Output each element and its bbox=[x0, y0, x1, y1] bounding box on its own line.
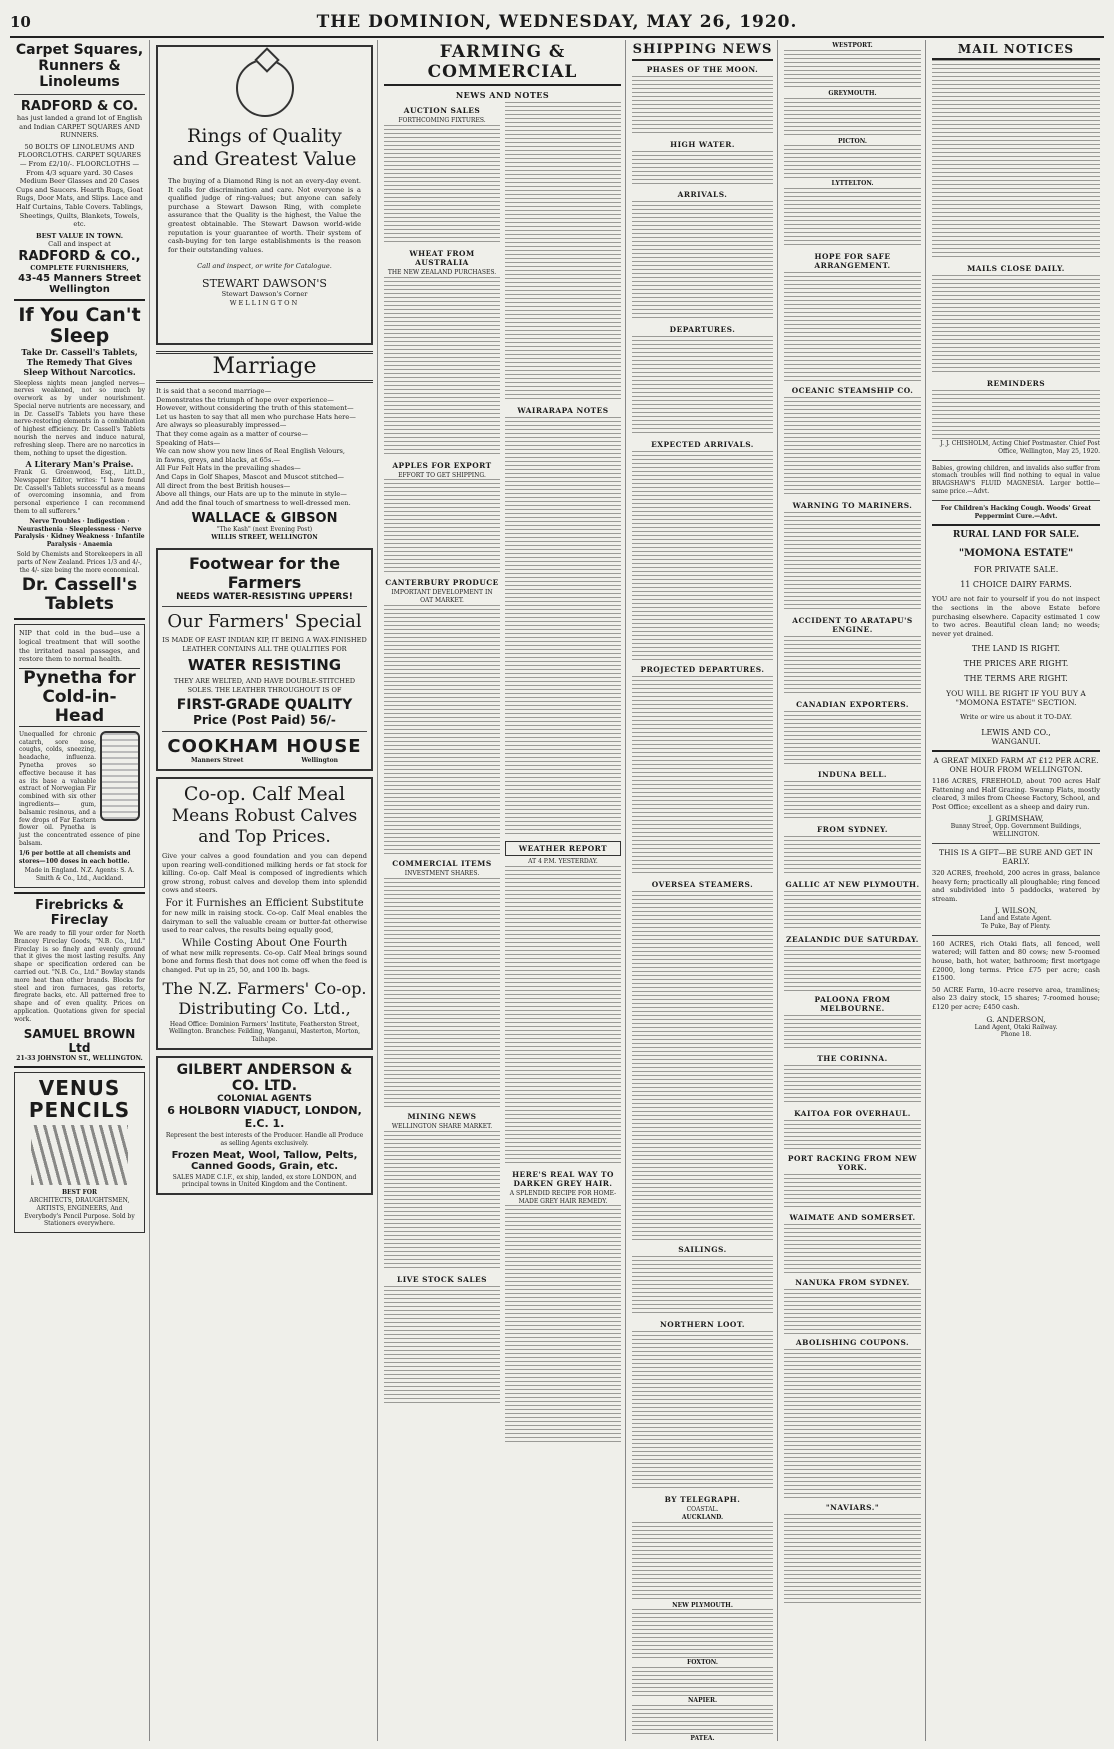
corinna-block bbox=[784, 1065, 921, 1105]
footwear-body-2: THEY ARE WELTED, AND HAVE DOUBLE-STITCHED SOLES. THE LEATHER THROUGHOUT IS OF bbox=[173, 677, 356, 694]
port-racking-head: PORT RACKING FROM NEW YORK. bbox=[787, 1154, 918, 1173]
marriage-line: Demonstrates the triumph of hope over experience— bbox=[156, 395, 334, 404]
ga-sub: COLONIAL AGENTS bbox=[217, 1094, 312, 1104]
sd-call: Call and inspect, or write for Catalogue. bbox=[197, 262, 332, 271]
corinna-head: THE CORINNA. bbox=[817, 1054, 888, 1064]
pynetha-price: 1/6 per bottle at all chemists and stores—100 doses in each bottle. bbox=[19, 849, 131, 865]
farming-headline: FARMING & COMMERCIAL bbox=[384, 42, 621, 86]
lewis-name: LEWIS AND CO., bbox=[981, 727, 1051, 737]
nanuka-block bbox=[784, 1289, 921, 1334]
sailings-head: SAILINGS. bbox=[678, 1245, 727, 1254]
marriage-line: All direct from the best British houses— bbox=[156, 481, 291, 490]
divider bbox=[14, 892, 145, 894]
coop-body-2: for new milk in raising stock. Co-op. Calf Meal enables the dairyman to sell the valuable cream or butter-fat otherwise used to rear calves, the results being equally good, bbox=[162, 909, 367, 935]
sd-corner: Stewart Dawson's Corner bbox=[221, 289, 308, 298]
picton-block bbox=[784, 145, 921, 180]
ga-sales: SALES MADE C.I.F., ex ship, landed, ex store LONDON, and principal towns in United Kingdom and the Continent. bbox=[172, 1173, 357, 1189]
column-shipping-cont bbox=[780, 40, 926, 1741]
marriage-line: And add the final touch of smartness to well-dressed men. bbox=[156, 498, 351, 507]
zealandic-block bbox=[784, 946, 921, 991]
foxton-block bbox=[632, 1667, 773, 1697]
market-text-block bbox=[505, 102, 621, 402]
aratapu-block bbox=[784, 636, 921, 696]
divider bbox=[14, 618, 145, 620]
divider bbox=[932, 750, 1100, 752]
zealandic-head: ZEALANDIC DUE SATURDAY. bbox=[786, 935, 919, 945]
coop-calf-meal-ad bbox=[156, 777, 373, 1050]
sd-name: STEWART DAWSON'S bbox=[202, 276, 327, 290]
divider bbox=[162, 731, 367, 732]
oceanic-block bbox=[784, 397, 921, 497]
wilson-address: Te Puke, Bay of Plenty. bbox=[981, 923, 1051, 931]
diamond-ring-icon bbox=[236, 59, 294, 117]
effort-head: EFFORT TO GET SHIPPING. bbox=[398, 471, 486, 479]
nz-purchases-head: THE NEW ZEALAND PURCHASES. bbox=[387, 268, 497, 276]
commercial-head: COMMERCIAL ITEMS bbox=[392, 858, 492, 868]
footwear-headline: Footwear for the Farmers bbox=[188, 553, 341, 592]
coop-headline-2: Means Robust Calves and Top Prices. bbox=[171, 806, 358, 848]
warning-head: WARNING TO MARINERS. bbox=[792, 501, 913, 511]
paloona-head: PALOONA FROM MELBOURNE. bbox=[814, 995, 891, 1014]
arrivals-block bbox=[632, 201, 773, 321]
cookham-address bbox=[162, 757, 367, 765]
waimate-head: WAIMATE AND SOMERSET. bbox=[789, 1213, 916, 1223]
firebricks-headline: Firebricks & Fireclay bbox=[35, 897, 124, 928]
firebricks-body: We are ready to fill your order for North Brancey Fireclay Goods, "N.B. Co., Ltd." Fireclay is so finely and evenly ground that it gives the most lasting results. Any shape or specification ordered can be carried out. "N.B. Co., Ltd." Bowlay stands more heat than other brands. Blocks for steel and iron furnaces, gas retorts, firegrate backs, etc. All patterned free to shape and of even quality. Prices on application. Quotations given for special work. bbox=[14, 929, 145, 1023]
sydney-block bbox=[784, 836, 921, 876]
venus-body: ARCHITECTS, DRAUGHTSMEN, ARTISTS, ENGINEERS, And Everybody's Pencil Purpose. Sold by Stationers everywhere. bbox=[24, 1197, 135, 1228]
coastal-head: COASTAL. bbox=[686, 1506, 719, 1513]
wheat-text-block bbox=[384, 277, 500, 457]
oat-market-head: IMPORTANT DEVELOPMENT IN OAT MARKET. bbox=[391, 589, 493, 605]
rural-body: YOU are not fair to yourself if you do not inspect the sections in the above Estate before purchasing elsewhere. Capacity estimated 1 cow to two acres. Beautiful clean land; no weeds; never yet drained. bbox=[932, 595, 1100, 638]
share-market-head: WELLINGTON SHARE MARKET. bbox=[391, 1122, 493, 1130]
auction-head: AUCTION SALES bbox=[403, 106, 481, 115]
mining-head: MINING NEWS bbox=[407, 1111, 477, 1121]
farming-two-col bbox=[384, 102, 621, 1445]
northern-loot-head: NORTHERN LOOT. bbox=[660, 1320, 745, 1329]
lyttelton-head: LYTTELTON. bbox=[831, 180, 874, 188]
sailings-block bbox=[632, 1256, 773, 1316]
sleep-headline: If You Can't Sleep bbox=[18, 303, 141, 347]
naviars-block bbox=[784, 1514, 921, 1604]
marriage-line: Above all things, our Hats are up to the minute in style— bbox=[156, 490, 347, 499]
mails-close-block bbox=[932, 275, 1100, 375]
pynetha-bottle-icon bbox=[100, 731, 140, 821]
marriage-line: Speaking of Hats— bbox=[156, 438, 221, 447]
lewis-town: WANGANUI. bbox=[991, 736, 1041, 746]
momona-estate: "MOMONA ESTATE" bbox=[958, 548, 1074, 560]
marriage-line: Let us hasten to say that all men who purchase Hats here— bbox=[156, 412, 356, 421]
weather-text-block bbox=[505, 866, 621, 1166]
page-number: 10 bbox=[10, 13, 31, 31]
sd-headline-2: and Greatest Value bbox=[172, 148, 357, 170]
projected-departures-block bbox=[632, 676, 773, 876]
sleep-ailments-list: Nerve Troubles · Indigestion · Neurasthenia · Sleeplessness · Nerve Paralysis · Kidney Weakness · Infantile Paralysis · Anaemia bbox=[14, 517, 145, 549]
pencils-illustration-icon bbox=[31, 1125, 128, 1185]
arrivals-head: ARRIVALS. bbox=[677, 190, 728, 199]
sydney-head: FROM SYDNEY. bbox=[817, 825, 888, 835]
auckland-head: AUCKLAND. bbox=[681, 1513, 724, 1521]
reminders-block bbox=[932, 390, 1100, 440]
marriage-line: It is said that a second marriage— bbox=[156, 387, 272, 395]
forthcoming-head: FORTHCOMING FIXTURES. bbox=[398, 117, 486, 124]
column-shipping bbox=[628, 40, 778, 1741]
marriage-headline: Marriage bbox=[156, 351, 373, 383]
lyttelton-block bbox=[784, 188, 921, 248]
abolishing-head: ABOLISHING COUPONS. bbox=[795, 1338, 910, 1348]
newspaper-title: THE DOMINION, WEDNESDAY, MAY 26, 1920. bbox=[316, 12, 798, 32]
weather-time: AT 4 P.M. YESTERDAY. bbox=[528, 858, 598, 865]
westport-head: WESTPORT. bbox=[832, 42, 873, 49]
cookham-city: Wellington bbox=[301, 757, 338, 765]
venus-ad bbox=[14, 1072, 145, 1233]
postmaster-signature: J. J. CHISHOLM, Acting Chief Postmaster. Chief Post Office, Wellington, May 25, 1920. bbox=[940, 440, 1100, 455]
ga-represent: Represent the best interests of the Producer. Handle all Produce as selling Agents exclusively. bbox=[165, 1132, 364, 1147]
divider bbox=[14, 299, 145, 301]
footwear-subhead: NEEDS WATER-RESISTING UPPERS! bbox=[176, 591, 353, 602]
marriage-line: in fawns, greys, and blacks, at 65s.— bbox=[156, 455, 281, 464]
farming-left bbox=[384, 102, 500, 1445]
canterbury-head: CANTERBURY PRODUCE bbox=[385, 578, 499, 588]
induna-head: INDUNA BELL. bbox=[818, 770, 887, 780]
picton-head: PICTON. bbox=[838, 137, 867, 145]
rural-land-head: RURAL LAND FOR SALE. bbox=[952, 530, 1080, 541]
coop-headline-1: Co-op. Calf Meal bbox=[183, 783, 346, 806]
grey-hair-text-block bbox=[505, 1205, 621, 1445]
kaitoa-block bbox=[784, 1120, 921, 1150]
oversea-steamers-block bbox=[632, 891, 773, 1241]
venus-best-for: BEST FOR bbox=[61, 1189, 97, 1197]
sleep-praise-body: Frank G. Greenwood, Esq., Litt.D., Newspaper Editor, writes: "I have found Dr. Cassell's Tablets successful as a means of overcoming insomnia, and from personal experience I can recommend them to all sufferers." bbox=[14, 469, 145, 516]
coop-body-3: of what new milk represents. Co-op. Calf Meal brings sound bone and forms flesh that does not come off when the feed is changed. Put up in 25, 50, and 100 lb. bags. bbox=[162, 948, 367, 975]
footwear-special: Our Farmers' Special bbox=[167, 610, 362, 632]
napier-block bbox=[632, 1705, 773, 1735]
weather-head: WEATHER REPORT bbox=[505, 841, 621, 856]
sleep-subhead: Take Dr. Cassell's Tablets, The Remedy That Gives Sleep Without Narcotics. bbox=[21, 346, 138, 377]
wilson-sub: Land and Estate Agent. bbox=[980, 915, 1052, 923]
coop-body-1: Give your calves a good foundation and you can depend upon rearing well-conditioned milking herds or fat stock for killing. Co-op. Calf Meal is composed of ingredients which grow strong, robust calves and develop them into splendid cows and steers. bbox=[162, 852, 367, 895]
column-ads-left bbox=[10, 40, 150, 1741]
marriage-line: And Caps in Golf Shapes, Mascot and Muscot stitched— bbox=[156, 472, 344, 481]
wallace-gibson-address: WILLIS STREET, WELLINGTON bbox=[211, 534, 318, 542]
new-plymouth-head: NEW PLYMOUTH. bbox=[672, 1601, 733, 1609]
abolishing-block bbox=[784, 1349, 921, 1499]
radford-best-value: BEST VALUE IN TOWN. bbox=[36, 231, 123, 240]
prices-right: THE PRICES ARE RIGHT. bbox=[963, 659, 1069, 669]
marriage-line: That they come again as a matter of course— bbox=[156, 429, 308, 438]
reminders-head: REMINDERS bbox=[986, 379, 1046, 388]
induna-block bbox=[784, 781, 921, 821]
divider bbox=[932, 843, 1100, 844]
wilson-name: J. WILSON, bbox=[994, 906, 1038, 916]
departures-block bbox=[632, 336, 773, 436]
marriage-line: We can now show you new lines of Real English Velours, bbox=[156, 447, 346, 456]
anderson-name: G. ANDERSON, bbox=[986, 1014, 1046, 1024]
nanuka-head: NANUKA FROM SYDNEY. bbox=[795, 1278, 910, 1288]
wairarapa-head: WAIRARAPA NOTES bbox=[517, 406, 609, 415]
sleep-praise-head: A Literary Man's Praise. bbox=[25, 459, 134, 470]
mails-close-head: MAILS CLOSE DAILY. bbox=[967, 264, 1065, 273]
livestock-head: LIVE STOCK SALES bbox=[397, 1274, 487, 1284]
moon-phases-block bbox=[632, 76, 773, 136]
commercial-text-block bbox=[384, 878, 500, 1108]
gilbert-anderson-ad bbox=[156, 1056, 373, 1195]
wallace-gibson-name: WALLACE & GIBSON bbox=[191, 511, 338, 527]
shipping-headline: SHIPPING NEWS bbox=[632, 42, 773, 61]
projected-departures-head: PROJECTED DEPARTURES. bbox=[640, 665, 765, 674]
divider bbox=[14, 94, 145, 95]
divider bbox=[932, 460, 1100, 461]
expected-arrivals-head: EXPECTED ARRIVALS. bbox=[651, 440, 754, 449]
gallic-head: GALLIC AT NEW PLYMOUTH. bbox=[785, 880, 920, 890]
oceanic-head: OCEANIC STEAMSHIP CO. bbox=[791, 386, 914, 396]
column-farming bbox=[380, 40, 626, 1741]
wheat-head: WHEAT FROM AUSTRALIA bbox=[409, 248, 475, 267]
radford-items: 50 BOLTS OF LINOLEUMS AND FLOORCLOTHS. CARPET SQUARES — From £2/10/-. FLOORCLOTHS — From 4/3 square yard. 30 Cases Medium Beer Glasses and 20 Cases Cups and Saucers. Hearth Rugs, Goat Rugs, Door Mats, and Slips. Lace and Half Curtains, Table Covers. Tablings, Sheetings, Quilts, Blankets, Towels, etc. bbox=[15, 142, 144, 229]
footwear-price: Price (Post Paid) 56/- bbox=[193, 713, 336, 728]
footwear-quality: FIRST-GRADE QUALITY bbox=[176, 697, 353, 714]
acres-320: 320 ACRES, freehold, 200 acres in grass, balance heavy fern; practically all ploughable; ring fenced and subdivided into 5 paddocks, watered by stream. bbox=[932, 868, 1100, 903]
greymouth-block bbox=[784, 98, 921, 138]
magnesia-notice: Babies, growing children, and invalids also suffer from stomach troubles will find nothing to equal in value BRAGSHAW'S FLUID MAGNESIA. Larger bottle—same price.—Advt. bbox=[932, 464, 1100, 495]
column-mail-land bbox=[928, 40, 1104, 1741]
mail-notices-block bbox=[932, 60, 1100, 260]
anderson-phone: Phone 18. bbox=[1000, 1031, 1032, 1039]
mixed-farm-head: A GREAT MIXED FARM AT £12 PER ACRE. bbox=[933, 755, 1099, 765]
auckland-block bbox=[632, 1522, 773, 1602]
buy-momona: YOU WILL BE RIGHT IF YOU BUY A "MOMONA ESTATE" SECTION. bbox=[946, 689, 1086, 708]
stewart-dawson-ad bbox=[156, 45, 373, 345]
pynetha-body: Unequalled for chronic catarrh, sore nose, coughs, colds, sneezing, headache, influenza. Pynetha proves so effective because it has as its base a valuable extract of Norwegian Fir combined with six other ingredients— gum, balsamic resinous, and a few drops of Far Eastern flower oil. Pynetha is just the concentrated essence of pine balsam. bbox=[19, 730, 140, 847]
high-water-head: HIGH WATER. bbox=[670, 140, 735, 149]
marriage-lines bbox=[156, 387, 373, 507]
ga-goods: Frozen Meat, Wool, Tallow, Pelts, Canned Goods, Grain, etc. bbox=[171, 1149, 358, 1172]
private-sale: FOR PRIVATE SALE. bbox=[973, 565, 1059, 575]
sd-headline-1: Rings of Quality bbox=[187, 125, 342, 147]
oversea-steamers-head: OVERSEA STEAMERS. bbox=[651, 880, 754, 889]
divider bbox=[14, 1066, 145, 1068]
nzf-headline: The N.Z. Farmers' Co-op. Distributing Co. Ltd., bbox=[162, 978, 367, 1018]
grey-hair-sub: A SPLENDID RECIPE FOR HOME-MADE GREY HAIR REMEDY. bbox=[509, 1189, 617, 1205]
auction-text-block bbox=[384, 125, 500, 245]
apples-head: APPLES FOR EXPORT bbox=[392, 460, 492, 470]
gallic-block bbox=[784, 891, 921, 931]
pynetha-maker: Made in England. N.Z. Agents: S. A. Smith & Co., Ltd., Auckland. bbox=[24, 867, 135, 883]
footwear-water: WATER RESISTING bbox=[187, 656, 342, 675]
masthead bbox=[10, 8, 1104, 38]
cassell-brand: Dr. Cassell's Tablets bbox=[21, 575, 138, 615]
moon-phases-head: PHASES OF THE MOON. bbox=[646, 65, 759, 74]
hope-block bbox=[784, 272, 921, 382]
anderson-sub: Land Agent, Otaki Railway. bbox=[974, 1023, 1058, 1031]
ga-name: GILBERT ANDERSON & CO. LTD. bbox=[176, 1062, 353, 1094]
sd-body: The buying of a Diamond Ring is not an every-day event. It calls for discrimination and care. Not everyone is a qualified judge of ring-values; but anyone can safely purchase a Stewart Dawson Ring, with complete assurance that the Quality is the highest, the Value the greatest obtainable. The Stewart Dawson world-wide reputation is your guarantee of worth. Their system of cash-buying for ten large establishments is the reason for their outstanding values. bbox=[168, 177, 361, 254]
coop-subhead-1: For it Furnishes an Efficient Substitute bbox=[165, 898, 364, 910]
acres-50: 50 ACRE Farm, 10-acre reserve area, tramlines; also 23 dairy stock, 15 shares; 7-roomed house; £120 per acre; £450 cash. bbox=[932, 985, 1100, 1012]
pynetha-intro: NIP that cold in the bud—use a logical treatment that will soothe the irritated nasal passages, and restore them to normal health. bbox=[19, 629, 140, 664]
marriage-line: However, without considering the truth of this statement— bbox=[156, 404, 354, 413]
samuel-brown-name: SAMUEL BROWN Ltd bbox=[23, 1026, 136, 1055]
expected-arrivals-block bbox=[632, 451, 773, 661]
departures-head: DEPARTURES. bbox=[669, 325, 736, 334]
acres-1186: 1186 ACRES, FREEHOLD, about 700 acres Half Fattening and Half Grazing. Swamp Flats, mostly cleared, 3 miles from Cheese Factory, School, and Post Office; excellent as a sheep and dairy run. bbox=[932, 776, 1100, 811]
divider bbox=[162, 606, 367, 607]
wallace-gibson-sub: "The Kash" (next Evening Post) bbox=[216, 526, 313, 534]
dairy-farms: 11 CHOICE DAIRY FARMS. bbox=[960, 580, 1072, 590]
marriage-line: All Fur Felt Hats in the prevailing shades— bbox=[156, 464, 301, 473]
grey-hair-head: HERE'S REAL WAY TO DARKEN GREY HAIR. bbox=[512, 1169, 614, 1188]
grimshaw-name: J. GRIMSHAW, bbox=[988, 814, 1044, 824]
terms-right: THE TERMS ARE RIGHT. bbox=[964, 674, 1068, 684]
marriage-line: Are always so pleasurably impressed— bbox=[156, 421, 287, 430]
gift-head: THIS IS A GIFT—BE SURE AND GET IN EARLY. bbox=[938, 847, 1094, 866]
new-plymouth-block bbox=[632, 1609, 773, 1659]
investment-head: INVESTMENT SHARES. bbox=[404, 869, 480, 877]
samuel-brown-address: 21-33 JOHNSTON ST., WELLINGTON. bbox=[16, 1054, 143, 1062]
one-hour: ONE HOUR FROM WELLINGTON. bbox=[949, 764, 1083, 774]
woods-notice: For Children's Hacking Cough. Woods' Great Peppermint Cure.—Advt. bbox=[940, 504, 1092, 520]
livestock-text-block bbox=[384, 1286, 500, 1406]
mail-notices-headline: MAIL NOTICES bbox=[932, 42, 1100, 60]
ga-address: 6 HOLBORN VIADUCT, LONDON, E.C. 1. bbox=[167, 1104, 362, 1130]
radford-body: has just landed a grand lot of English and Indian CARPET SQUARES AND RUNNERS. bbox=[16, 114, 143, 140]
divider bbox=[932, 524, 1100, 526]
hope-head: HOPE FOR SAFE ARRANGEMENT. bbox=[814, 252, 891, 271]
venus-headline: VENUS PENCILS bbox=[28, 1076, 131, 1123]
port-racking-block bbox=[784, 1174, 921, 1209]
waimate-block bbox=[784, 1224, 921, 1274]
telegraph-head: BY TELEGRAPH. bbox=[664, 1495, 741, 1504]
radford-headline: Carpet Squares, Runners & Linoleums bbox=[15, 42, 144, 90]
mining-text-block bbox=[384, 1131, 500, 1271]
grimshaw-address: Bunny Street, Opp. Government Buildings, WELLINGTON. bbox=[950, 823, 1082, 839]
nzf-office: Head Office: Dominion Farmers' Institute, Featherston Street, Wellington. Branches: Feilding, Wanganui, Masterton, Morton, Taihape. bbox=[168, 1020, 361, 1044]
warning-block bbox=[784, 512, 921, 612]
foxton-head: FOXTON. bbox=[687, 1659, 718, 1667]
cookham-house-name: COOKHAM HOUSE bbox=[167, 736, 362, 758]
cookham-street: Manners Street bbox=[191, 757, 244, 765]
footwear-body-1: IS MADE OF EAST INDIAN KIP, IT BEING A WAX-FINISHED LEATHER CONTAINS ALL THE QUALITIES FOR bbox=[162, 635, 367, 653]
sleep-stockists: Sold by Chemists and Storekeepers in all parts of New Zealand. Prices 1/3 and 4/-, the 4/- size being the more economical. bbox=[16, 551, 143, 574]
sd-city: WELLINGTON bbox=[229, 298, 300, 307]
footwear-ad bbox=[156, 548, 373, 771]
naviars-head: "NAVIARS." bbox=[825, 1503, 880, 1513]
greymouth-head: GREYMOUTH. bbox=[828, 89, 877, 97]
canadian-head: CANADIAN EXPORTERS. bbox=[796, 700, 909, 710]
radford-address: 43-45 Manners Street Wellington bbox=[18, 272, 141, 295]
paloona-block bbox=[784, 1015, 921, 1050]
wairarapa-text-block bbox=[505, 417, 621, 837]
land-right: THE LAND IS RIGHT. bbox=[971, 644, 1061, 654]
aratapu-head: ACCIDENT TO ARATAPU'S ENGINE. bbox=[792, 616, 913, 635]
radford-name-2: RADFORD & CO., bbox=[18, 248, 141, 264]
patea-head: PATEA. bbox=[690, 1734, 715, 1741]
divider bbox=[932, 500, 1100, 501]
canadian-block bbox=[784, 711, 921, 766]
acres-160: 160 ACRES, rich Otaki flats, all fenced, well watered; will fatten and 80 cows; new 5-roomed house, bath, hot water, bathroom; first mortgage £2000, long terms. Price £75 per acre; cash £1500. bbox=[932, 939, 1100, 983]
sleep-body: Sleepless nights mean jangled nerves—nerves weakened, not so much by overwork as by under nourishment. Special nerve nutrients are necessary, and in Dr. Cassell's Tablets you have these nerve-restoring elements in a combination of highest efficiency. Dr. Cassell's Tablets nourish the nerves and induce natural, refreshing sleep. There are no narcotics in them, nothing to upset the digestion. bbox=[14, 379, 145, 457]
radford-call: Call and inspect at bbox=[48, 240, 111, 249]
westport-block bbox=[784, 50, 921, 90]
northern-block bbox=[632, 1331, 773, 1491]
coop-subhead-2: While Costing About One Fourth bbox=[181, 937, 348, 949]
divider bbox=[932, 935, 1100, 936]
napier-head: NAPIER. bbox=[687, 1697, 718, 1705]
radford-name: RADFORD & CO. bbox=[20, 99, 139, 114]
canterbury-text-block bbox=[384, 605, 500, 855]
pynetha-ad bbox=[14, 624, 145, 888]
farming-subhead: NEWS AND NOTES bbox=[455, 90, 550, 100]
farming-right bbox=[505, 102, 621, 1445]
apples-text-block bbox=[384, 479, 500, 574]
column-ads-center bbox=[152, 40, 378, 1741]
kaitoa-head: KAITOA FOR OVERHAUL. bbox=[794, 1109, 911, 1119]
high-water-block bbox=[632, 151, 773, 186]
columns bbox=[10, 40, 1104, 1741]
write-wire: Write or wire us about it TO-DAY. bbox=[960, 713, 1072, 722]
radford-furnishers: COMPLETE FURNISHERS, bbox=[30, 263, 129, 272]
pynetha-brand: Pynetha for Cold-in-Head bbox=[19, 668, 140, 727]
